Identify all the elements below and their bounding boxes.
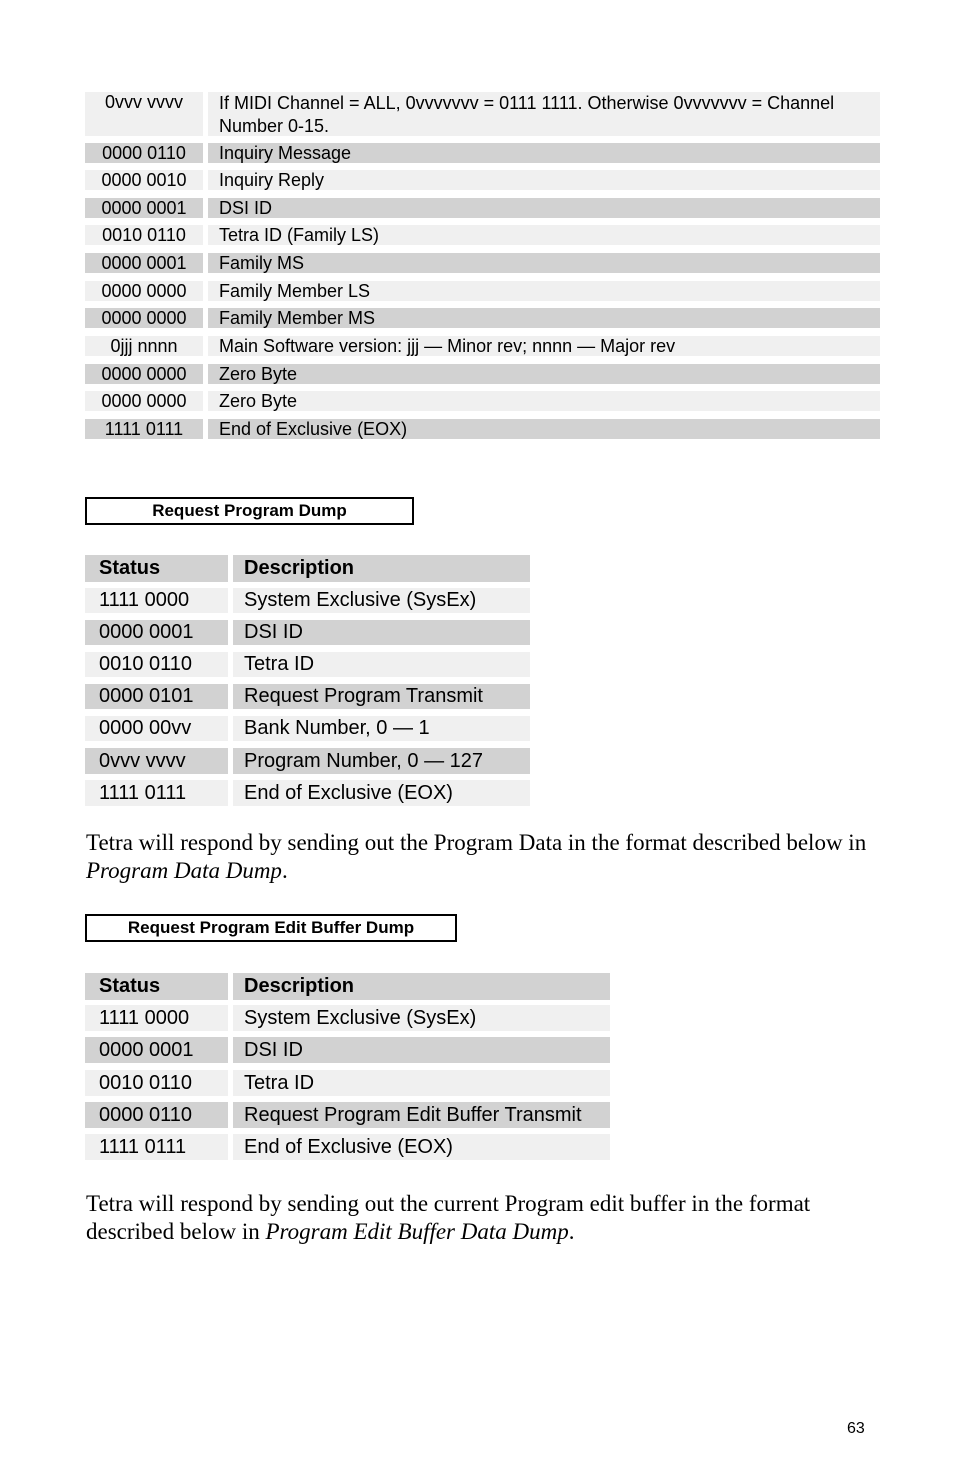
table-row <box>0 170 954 190</box>
status-cell: 1111 0111 <box>85 780 228 806</box>
description-cell: Family MS <box>208 253 880 273</box>
note-reference: Program Edit Buffer Data Dump <box>265 1219 569 1244</box>
description-cell: Request Program Edit Buffer Transmit <box>233 1102 610 1128</box>
table-row <box>0 1070 954 1096</box>
note-end: . <box>568 1219 575 1244</box>
table-row <box>0 92 954 136</box>
status-cell: 0000 0110 <box>85 143 203 163</box>
description-cell: Zero Byte <box>208 364 880 384</box>
note-reference: Program Data Dump <box>86 858 282 883</box>
status-cell: 0000 0010 <box>85 170 203 190</box>
section-heading-edit-buffer-dump: Request Program Edit Buffer Dump <box>85 914 457 942</box>
status-cell: 0000 0000 <box>85 364 203 384</box>
status-cell: 0000 0001 <box>85 198 203 218</box>
note-end: . <box>281 858 288 883</box>
description-cell: System Exclusive (SysEx) <box>233 588 530 613</box>
description-cell: End of Exclusive (EOX) <box>233 780 530 806</box>
table-row <box>0 391 954 411</box>
table-row <box>0 336 954 356</box>
description-cell: DSI ID <box>208 198 880 218</box>
status-cell: 0000 00vv <box>85 716 228 741</box>
status-cell: 0000 0101 <box>85 684 228 709</box>
description-cell: Main Software version: jjj — Minor rev; nnnn — Major rev <box>208 336 880 356</box>
status-cell: 0010 0110 <box>85 1070 228 1096</box>
table-row <box>0 198 954 218</box>
column-header-description: Description <box>233 555 530 582</box>
status-cell: 0000 0000 <box>85 308 203 328</box>
description-cell: Bank Number, 0 — 1 <box>233 716 530 741</box>
status-cell: 0000 0000 <box>85 281 203 301</box>
description-cell: If MIDI Channel = ALL, 0vvvvvvv = 0111 1111. Otherwise 0vvvvvvv = Channel Number 0-15. <box>208 92 880 136</box>
page-number: 63 <box>847 1420 865 1437</box>
table-row <box>0 364 954 384</box>
description-cell: Family Member MS <box>208 308 880 328</box>
table-row <box>0 253 954 273</box>
table-header-row <box>0 973 954 1000</box>
description-cell: Request Program Transmit <box>233 684 530 709</box>
column-header-status: Status <box>85 555 228 582</box>
section-heading-program-dump: Request Program Dump <box>85 497 414 525</box>
table-row <box>0 308 954 328</box>
table-row <box>0 1134 954 1160</box>
description-cell: Tetra ID <box>233 1070 610 1096</box>
status-cell: 1111 0000 <box>85 588 228 613</box>
status-cell: 0010 0110 <box>85 225 203 245</box>
table-header-row <box>0 555 954 582</box>
status-cell: 1111 0000 <box>85 1005 228 1031</box>
description-cell: Zero Byte <box>208 391 880 411</box>
status-cell: 0010 0110 <box>85 652 228 677</box>
description-cell: End of Exclusive (EOX) <box>233 1134 610 1160</box>
status-cell: 0000 0110 <box>85 1102 228 1128</box>
description-cell: Program Number, 0 — 127 <box>233 748 530 774</box>
description-cell: System Exclusive (SysEx) <box>233 1005 610 1031</box>
table-row <box>0 684 954 709</box>
status-cell: 0000 0001 <box>85 253 203 273</box>
status-cell: 0000 0001 <box>85 620 228 645</box>
description-cell: Inquiry Reply <box>208 170 880 190</box>
edit-buffer-dump-note <box>86 1190 876 1246</box>
table-row <box>0 1005 954 1031</box>
column-header-status: Status <box>85 973 228 1000</box>
table-row <box>0 1037 954 1063</box>
description-cell: DSI ID <box>233 620 530 645</box>
description-cell: End of Exclusive (EOX) <box>208 419 880 439</box>
description-cell: DSI ID <box>233 1037 610 1063</box>
table-row <box>0 419 954 439</box>
status-cell: 0jjj nnnn <box>85 336 203 356</box>
description-cell: Tetra ID <box>233 652 530 677</box>
table-row <box>0 588 954 613</box>
status-cell: 1111 0111 <box>85 1134 228 1160</box>
table-row <box>0 143 954 163</box>
description-cell: Inquiry Message <box>208 143 880 163</box>
table-row <box>0 281 954 301</box>
status-cell: 0000 0000 <box>85 391 203 411</box>
table-row <box>0 1102 954 1128</box>
note-text: Tetra will respond by sending out the current Program edit buffer in the format described below in <box>86 1191 811 1244</box>
table-row <box>0 225 954 245</box>
description-cell: Family Member LS <box>208 281 880 301</box>
table-row <box>0 748 954 774</box>
status-cell: 0000 0001 <box>85 1037 228 1063</box>
status-cell: 0vvv vvvv <box>85 748 228 774</box>
program-dump-note <box>86 829 876 885</box>
status-cell: 1111 0111 <box>85 419 203 439</box>
description-cell: Tetra ID (Family LS) <box>208 225 880 245</box>
note-text: Tetra will respond by sending out the Program Data in the format described below in <box>86 830 867 855</box>
table-row <box>0 716 954 741</box>
column-header-description: Description <box>233 973 610 1000</box>
table-row <box>0 780 954 806</box>
status-cell: 0vvv vvvv <box>85 92 203 136</box>
table-row <box>0 652 954 677</box>
table-row <box>0 620 954 645</box>
